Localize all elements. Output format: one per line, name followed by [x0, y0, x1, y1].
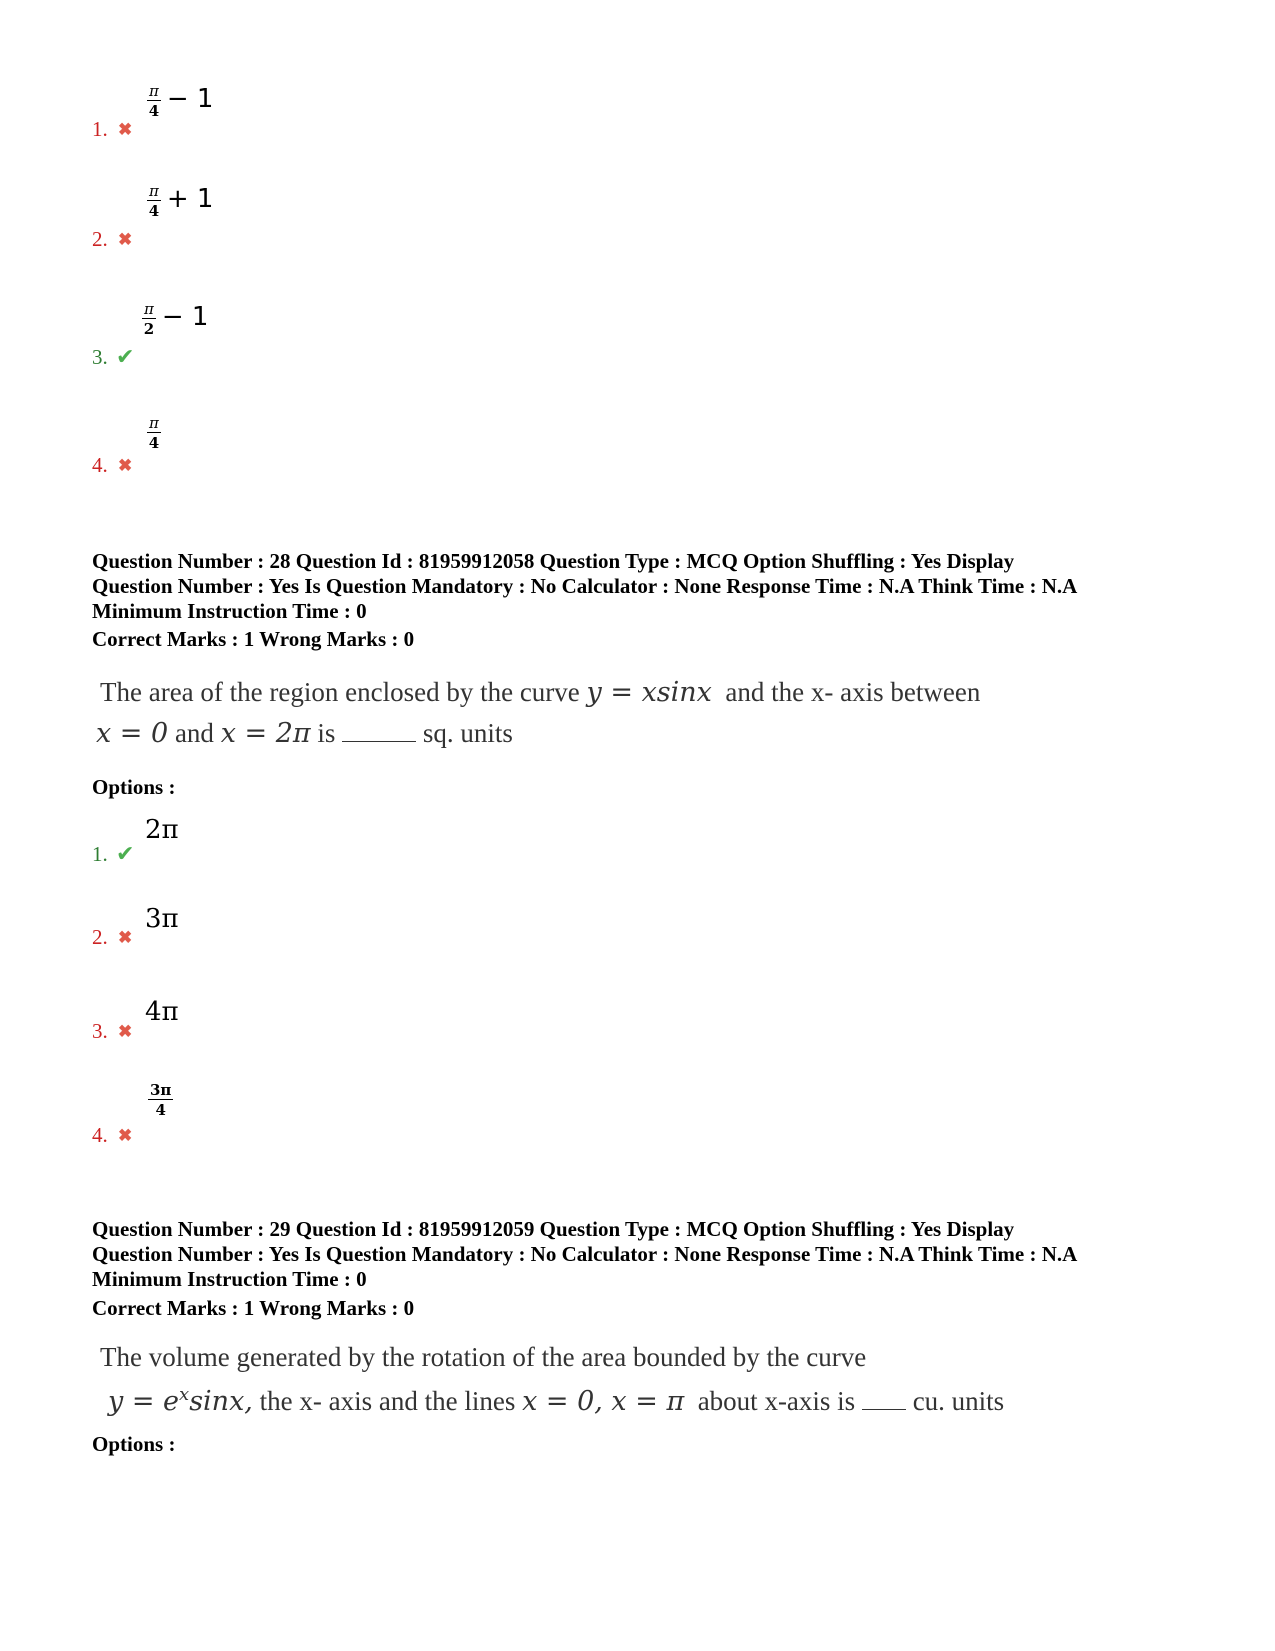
fraction: $\frac{\pi}{4}$ [148, 414, 160, 452]
option-formula: $\frac{\pi}{4}$ − 1 [148, 82, 214, 120]
option-number: 2. [92, 925, 108, 949]
option-formula [147, 414, 161, 453]
option-formula: 4π [145, 997, 179, 1027]
option-number: 3. [92, 345, 108, 369]
wrong-icon: ✖ [118, 928, 133, 947]
correct-icon: ✔ [116, 344, 135, 369]
question-28-text: The area of the region enclosed by the curve y = xsinx and the x- axis between x = 0 and x = 2π is sq. units [96, 677, 981, 749]
option-number: 4. [92, 1123, 108, 1147]
option-formula [148, 1081, 173, 1120]
q28-option-2 [92, 858, 492, 948]
question-29-text: The volume generated by the rotation of the area bounded by the curve $y = e^x\sin x$, the x- axis and the lines x = 0, x = π about x-axis is cu. units [100, 1342, 1005, 1417]
option-formula: $\frac{\pi}{2}$ − 1 [143, 300, 209, 338]
option-1 [92, 50, 492, 140]
question-28-marks: Correct Marks : 1 Wrong Marks : 0 [92, 627, 415, 651]
option-number: 4. [92, 453, 108, 477]
question-29-meta: Question Number : 29 Question Id : 81959912059 Question Type : MCQ Option Shuffling : Yes Display Question Number : Yes Is Question Mandatory : No Calculator : None Response Time : N.A Think Time : N.A Minimum Instruction Time : 0 [92, 1217, 1078, 1291]
option-formula: $\frac{\pi}{4}$ + 1 [148, 182, 214, 220]
wrong-icon: ✖ [118, 120, 133, 139]
q28-option-3 [92, 952, 492, 1042]
fraction: $\frac{3\pi}{4}$ [150, 1081, 172, 1119]
option-formula: 2π [145, 815, 179, 845]
answer-blank [862, 1383, 906, 1410]
question-28-meta: Question Number : 28 Question Id : 81959912058 Question Type : MCQ Option Shuffling : Yes Display Question Number : Yes Is Question Mandatory : No Calculator : None Response Time : N.A Think Time : N.A Minimum Instruction Time : 0 [92, 549, 1078, 623]
options-label: Options : [92, 775, 176, 799]
options-label: Options : [92, 1432, 176, 1456]
question-29-marks: Correct Marks : 1 Wrong Marks : 0 [92, 1296, 415, 1320]
option-number: 1. [92, 842, 108, 866]
option-number: 2. [92, 227, 108, 251]
option-2 [92, 160, 492, 250]
correct-icon: ✔ [116, 841, 135, 866]
option-number: 3. [92, 1019, 108, 1043]
wrong-icon: ✖ [118, 1022, 133, 1041]
q28-option-1 [92, 775, 492, 865]
option-3 [92, 278, 492, 368]
answer-blank [342, 715, 416, 742]
fraction: $\frac{\pi}{4}$ [148, 82, 160, 120]
wrong-icon: ✖ [118, 456, 133, 475]
option-4 [92, 386, 492, 476]
wrong-icon: ✖ [118, 1126, 133, 1145]
wrong-icon: ✖ [118, 230, 133, 249]
option-formula: 3π [145, 904, 179, 934]
option-number: 1. [92, 117, 108, 141]
q28-option-4 [92, 1056, 492, 1146]
fraction: $\frac{\pi}{2}$ [143, 300, 155, 338]
fraction: $\frac{\pi}{4}$ [148, 182, 160, 220]
